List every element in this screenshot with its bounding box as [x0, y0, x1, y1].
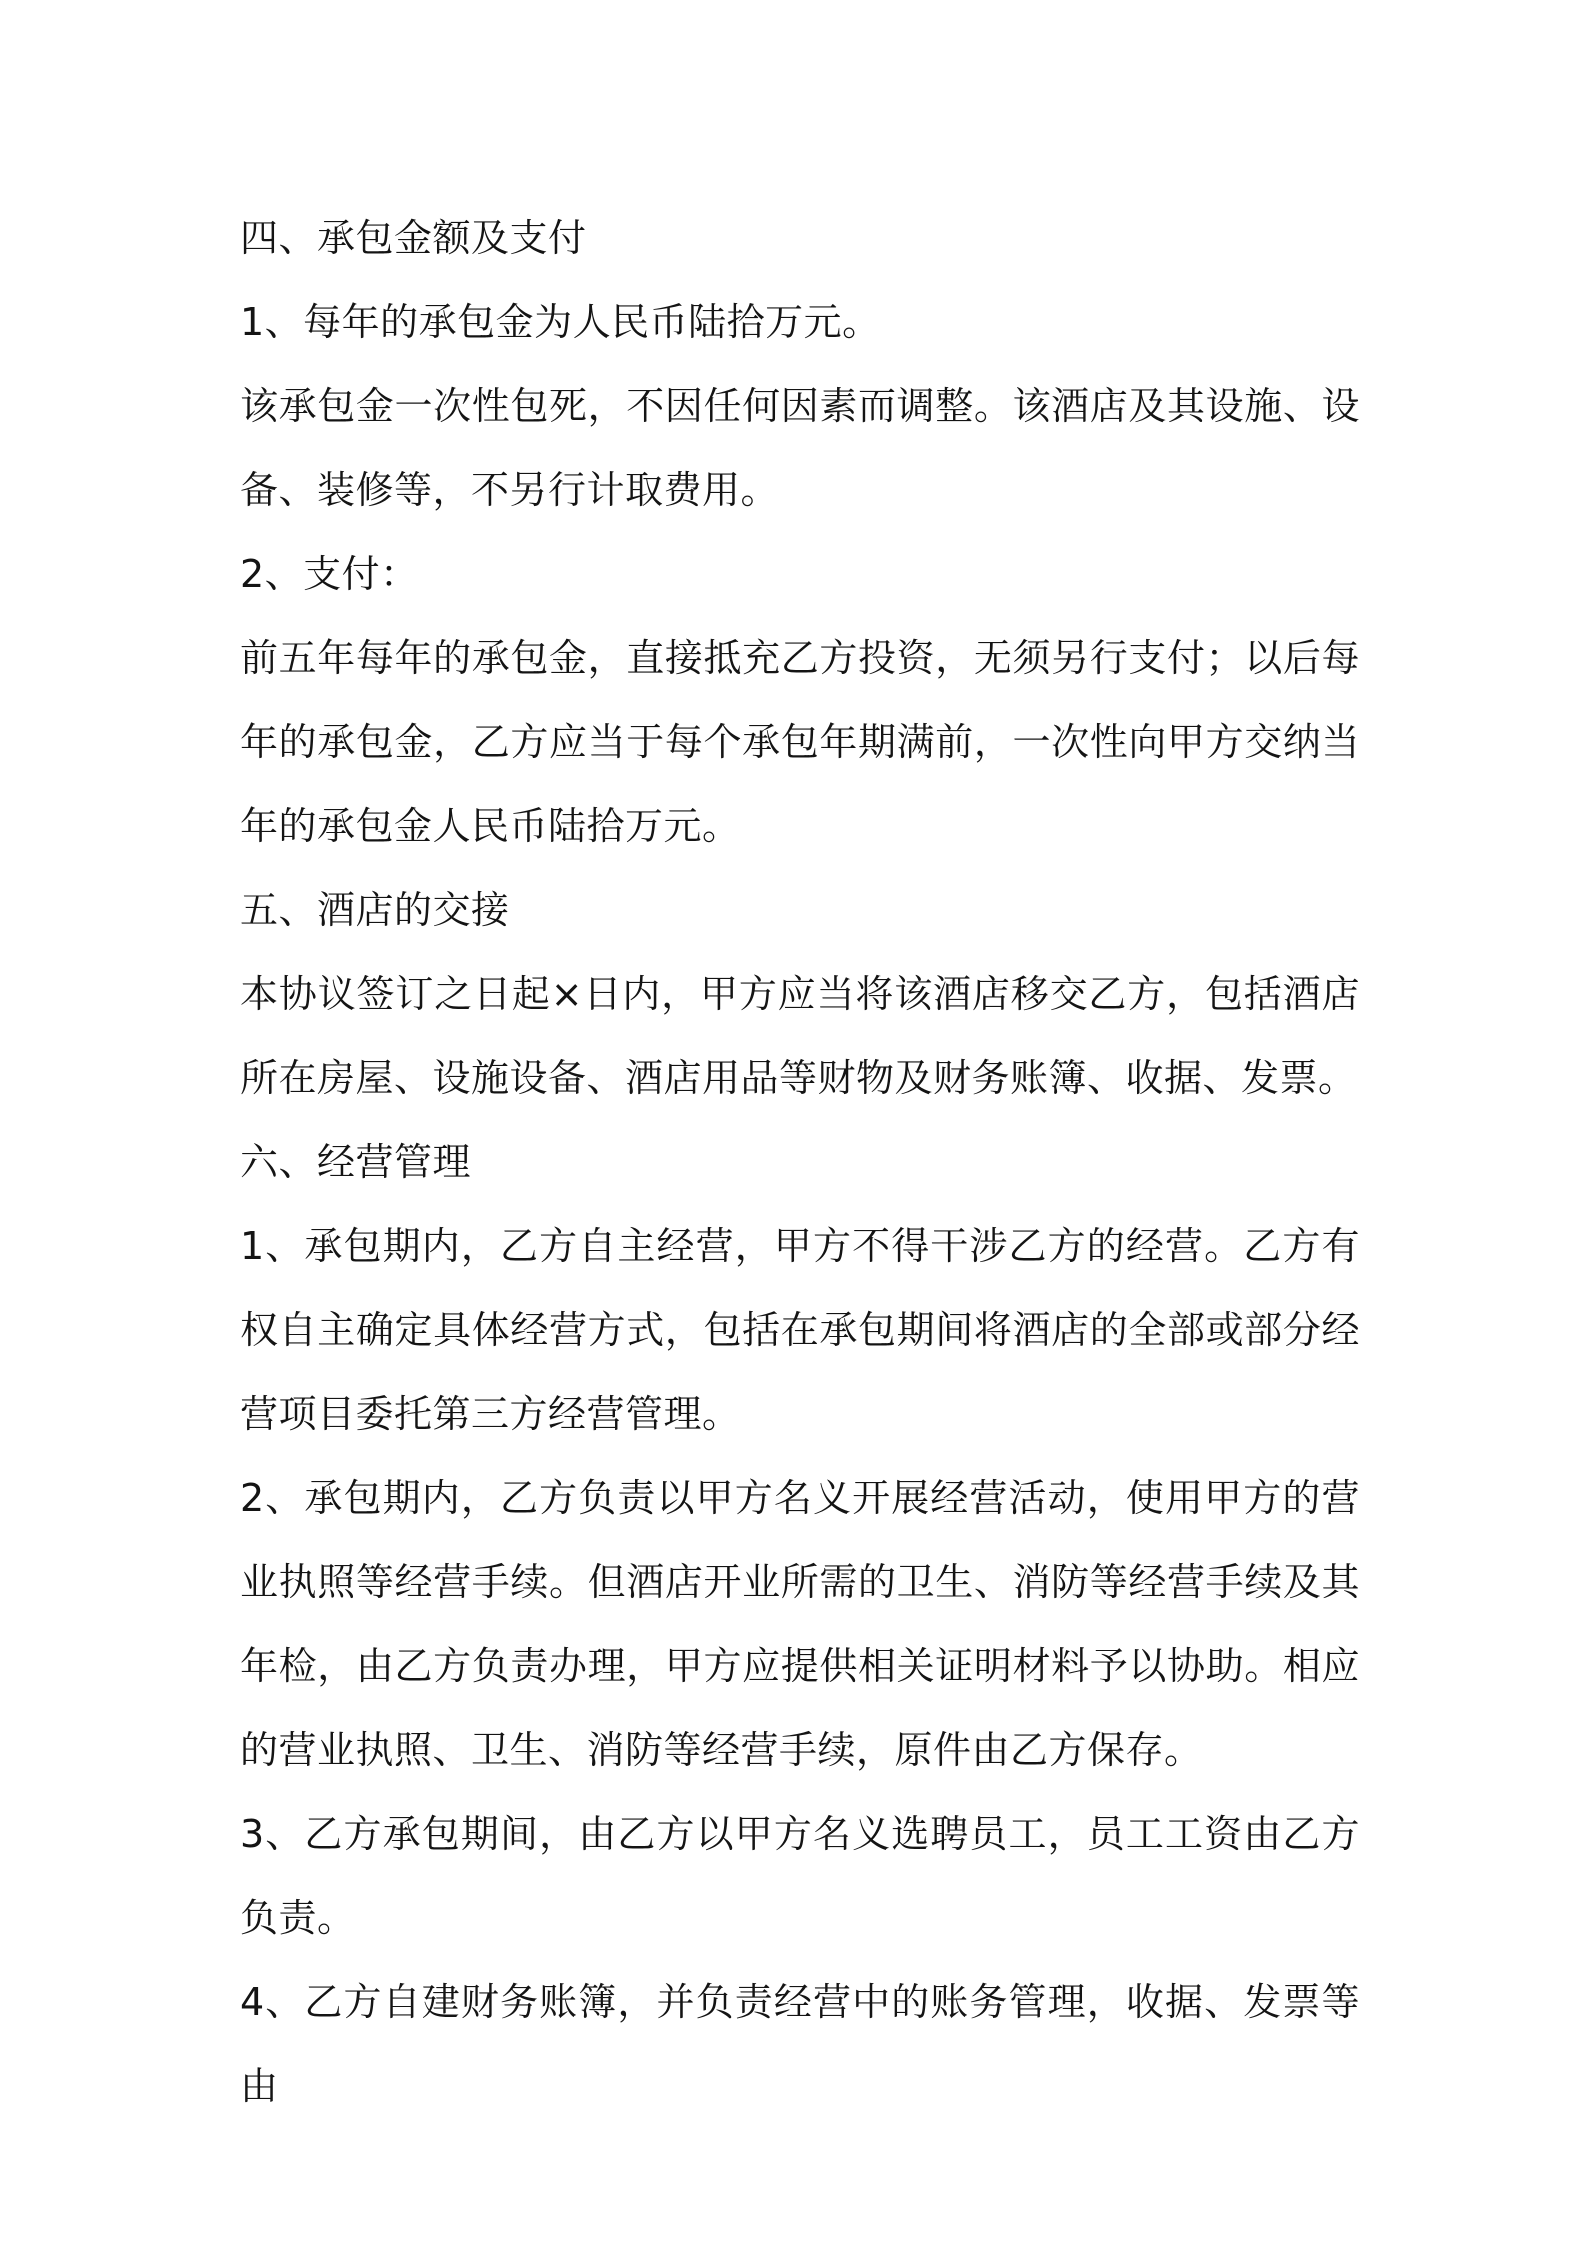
clause-4-2-detail: 前五年每年的承包金，直接抵充乙方投资，无须另行支付；以后每年的承包金，乙方应当于每个承包年期满前，一次性向甲方交纳当年的承包金人民币陆拾万元。: [240, 636, 1360, 848]
clause-4-1: 1、每年的承包金为人民币陆拾万元。: [240, 300, 881, 344]
clause-6-2: 2、承包期内，乙方负责以甲方名义开展经营活动，使用甲方的营业执照等经营手续。但酒店开业所需的卫生、消防等经营手续及其年检，由乙方负责办理，甲方应提供相关证明材料予以协助。相应的营业执照、卫生、消防等经营手续，原件由乙方保存。: [240, 1476, 1360, 1772]
clause-5-detail: 本协议签订之日起×日内，甲方应当将该酒店移交乙方，包括酒店所在房屋、设施设备、酒店用品等财物及财务账簿、收据、发票。: [240, 972, 1360, 1100]
section-heading-6: 六、经营管理: [240, 1140, 472, 1184]
section-heading-5: 五、酒店的交接: [240, 888, 510, 932]
clause-6-3: 3、乙方承包期间，由乙方以甲方名义选聘员工，员工工资由乙方负责。: [240, 1812, 1360, 1940]
section-heading-4: 四、承包金额及支付: [240, 216, 587, 260]
clause-4-2: 2、支付：: [240, 552, 419, 596]
contract-text: [240, 196, 1360, 2128]
clause-6-1: 1、承包期内，乙方自主经营，甲方不得干涉乙方的经营。乙方有权自主确定具体经营方式，包括在承包期间将酒店的全部或部分经营项目委托第三方经营管理。: [240, 1224, 1360, 1436]
clause-4-1-detail: 该承包金一次性包死，不因任何因素而调整。该酒店及其设施、设备、装修等，不另行计取费用。: [240, 384, 1360, 512]
clause-6-4: 4、乙方自建财务账簿，并负责经营中的账务管理，收据、发票等由: [240, 1980, 1360, 2108]
